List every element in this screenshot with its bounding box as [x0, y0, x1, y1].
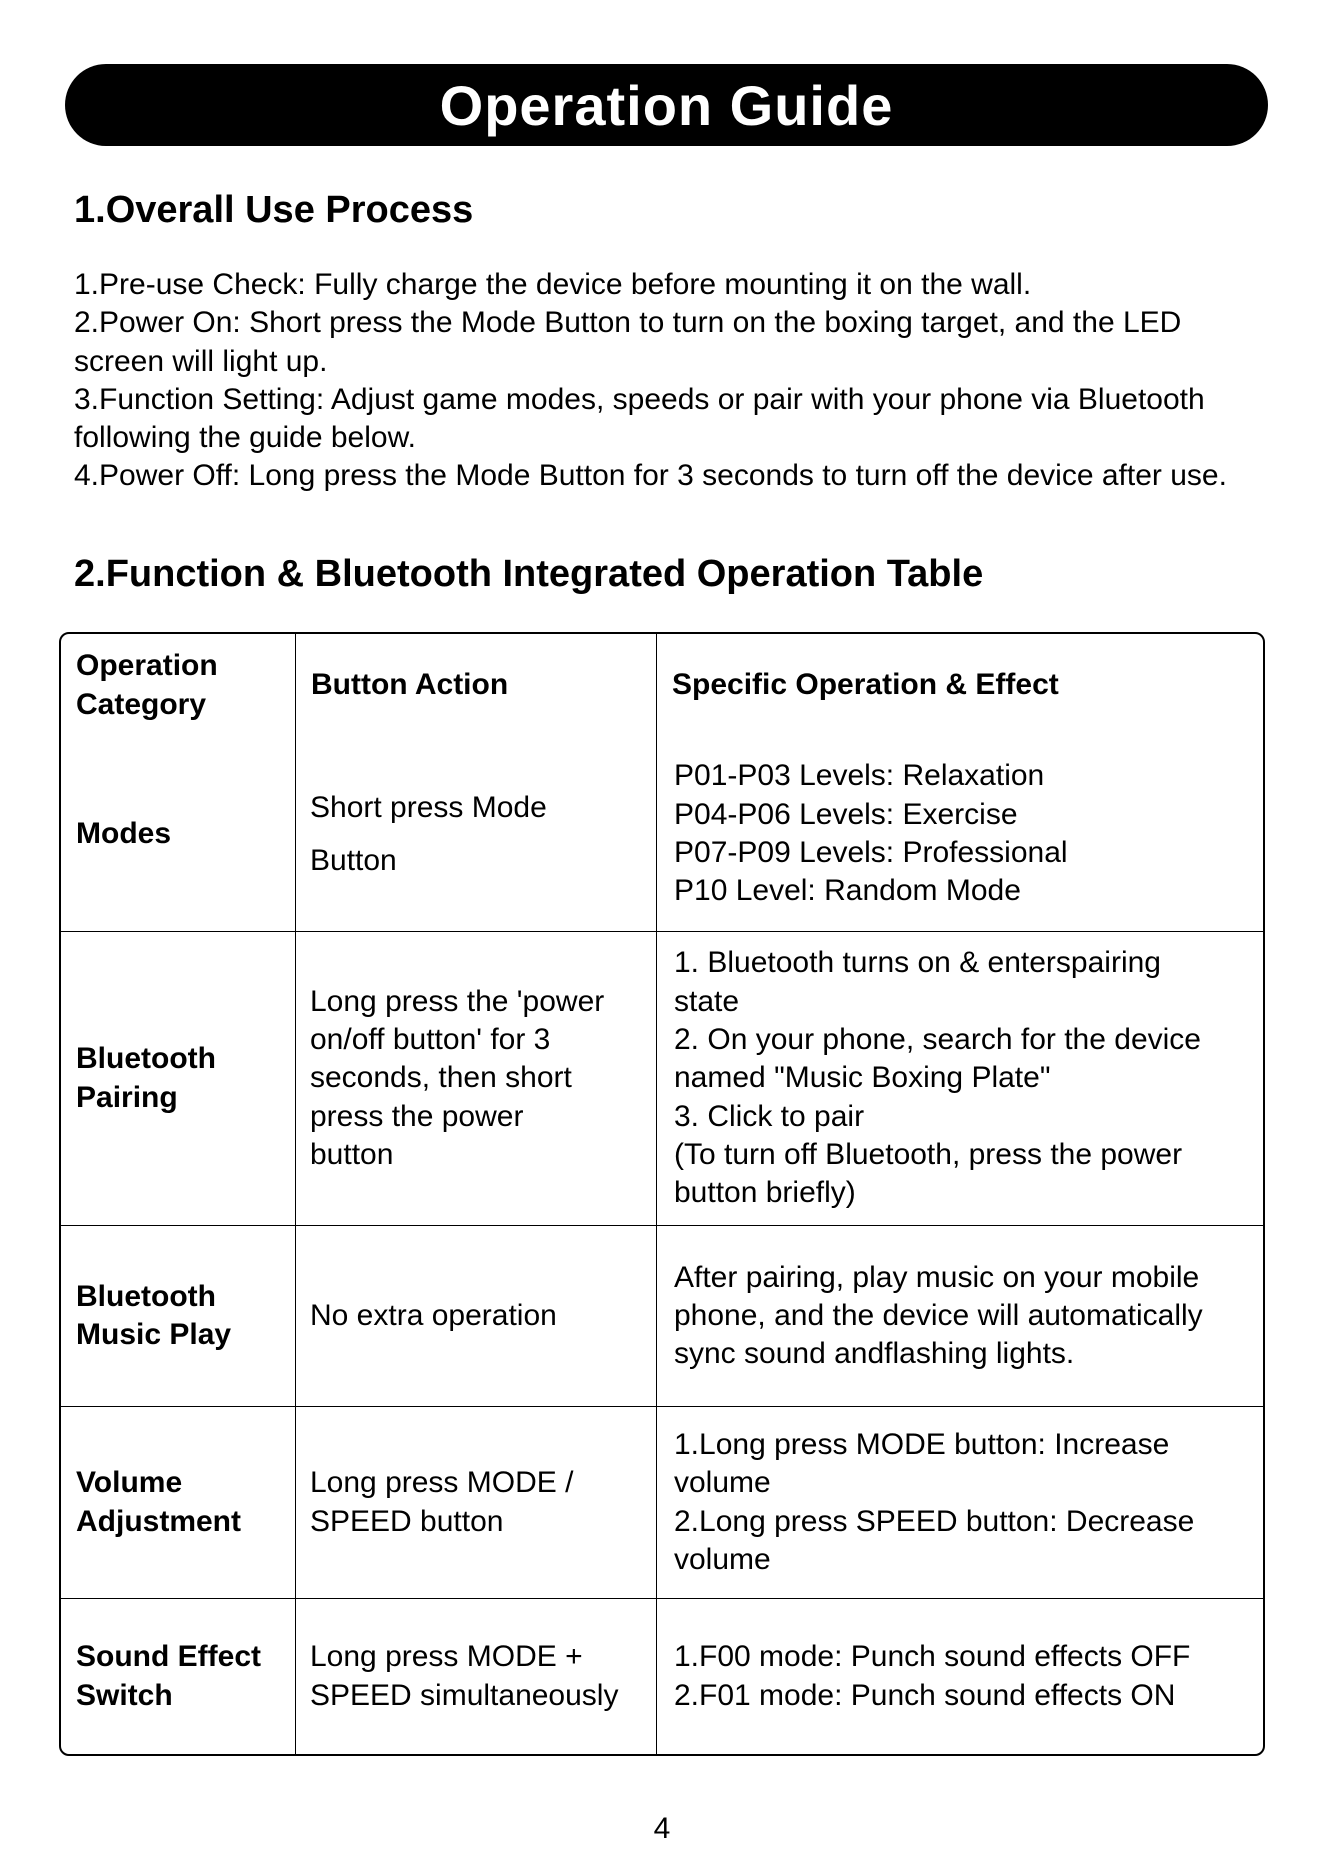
effect-line: P07-P09 Levels: Professional	[674, 836, 1068, 869]
action-line: SPEED simultaneously	[310, 1678, 619, 1712]
effect-cell	[657, 932, 1263, 1226]
category-line: Adjustment	[76, 1504, 241, 1538]
action-line: Short press Mode	[310, 791, 547, 824]
effect-line: 1.Long press MODE button: Increase	[674, 1427, 1170, 1461]
action-line: Button	[310, 844, 397, 877]
effect-line: button briefly)	[674, 1176, 856, 1210]
effect-line: sync sound andflashing lights.	[674, 1337, 1075, 1371]
action-cell	[296, 1226, 657, 1407]
effect-cell	[657, 1226, 1263, 1407]
category-line: Bluetooth	[76, 1042, 216, 1076]
action-line: on/off button' for 3	[310, 1023, 551, 1057]
action-line: Long press MODE +	[310, 1640, 583, 1674]
action-line: Long press MODE /	[310, 1466, 574, 1500]
action-line: SPEED button	[310, 1504, 504, 1538]
table-row-bluetooth-pairing	[61, 932, 1263, 1226]
operation-table	[59, 632, 1265, 1756]
step-pre-use-check: 1.Pre-use Check: Fully charge the device before mounting it on the wall.	[74, 268, 1032, 301]
title-banner	[65, 64, 1268, 146]
action-cell	[296, 932, 657, 1226]
effect-line: named "Music Boxing Plate"	[674, 1061, 1051, 1095]
table-row-modes	[61, 737, 1263, 932]
table-row-bluetooth-music-play	[61, 1226, 1263, 1407]
page-title: Operation Guide	[439, 73, 894, 137]
category-cell	[61, 737, 296, 932]
page-number: 4	[653, 1812, 671, 1845]
step-power-on: 2.Power On: Short press the Mode Button to turn on the boxing target, and the LED screen will light up.	[74, 306, 1182, 378]
effect-line: 1. Bluetooth turns on & enterspairing	[674, 946, 1161, 980]
effect-line: phone, and the device will automatically	[674, 1298, 1203, 1332]
effect-line: (To turn off Bluetooth, press the power	[674, 1137, 1183, 1171]
category-line: Bluetooth	[76, 1279, 216, 1313]
effect-line: P10 Level: Random Mode	[674, 874, 1021, 908]
action-cell	[296, 1407, 657, 1599]
action-line: No extra operation	[310, 1298, 557, 1332]
effect-line: 3. Click to pair	[674, 1099, 865, 1133]
action-line: press the power	[310, 1099, 524, 1133]
category-line: Modes	[76, 816, 172, 850]
action-line: seconds, then short	[310, 1061, 572, 1095]
effect-line: P01-P03 Levels: Relaxation	[674, 759, 1045, 793]
action-line: Long press the 'power	[310, 984, 605, 1018]
effect-line: After pairing, play music on your mobile	[674, 1260, 1200, 1294]
action-cell	[296, 737, 657, 932]
step-function-setting: 3.Function Setting: Adjust game modes, speeds or pair with your phone via Bluetooth following the guide below.	[74, 382, 1205, 455]
category-line: Switch	[76, 1678, 173, 1712]
table-row-sound-effect-switch	[61, 1599, 1263, 1754]
table-header-row	[61, 634, 1263, 737]
effect-line: P04-P06 Levels: Exercise	[674, 797, 1018, 831]
effect-line: state	[674, 984, 740, 1018]
category-cell	[61, 1226, 296, 1407]
category-line: Music Play	[76, 1318, 232, 1351]
action-line: button	[310, 1137, 394, 1171]
action-cell	[296, 1599, 657, 1754]
category-line: Pairing	[76, 1080, 178, 1114]
effect-cell	[657, 737, 1263, 932]
column-header-operation-category: Operation Category	[61, 634, 296, 737]
step-power-off: 4.Power Off: Long press the Mode Button for 3 seconds to turn off the device after use.	[74, 459, 1227, 493]
column-header-button-action: Button Action	[296, 634, 657, 737]
effect-line: 2. On your phone, search for the device	[674, 1023, 1201, 1057]
effect-line: 2.F01 mode: Punch sound effects ON	[674, 1678, 1176, 1712]
effect-cell	[657, 1599, 1263, 1754]
effect-line: volume	[674, 1542, 771, 1576]
effect-line: 1.F00 mode: Punch sound effects OFF	[674, 1640, 1191, 1674]
category-line: Volume	[76, 1466, 183, 1500]
category-cell	[61, 1407, 296, 1599]
category-cell	[61, 1599, 296, 1754]
category-line: Sound Effect	[76, 1640, 261, 1674]
effect-cell	[657, 1407, 1263, 1599]
table-row-volume-adjustment	[61, 1407, 1263, 1599]
use-process-list	[74, 266, 1264, 496]
section-heading-overall-use: 1.Overall Use Process	[74, 189, 474, 231]
category-cell	[61, 932, 296, 1226]
section-heading-operation-table: 2.Function & Bluetooth Integrated Operation Table	[74, 553, 984, 595]
effect-line: volume	[674, 1466, 771, 1500]
effect-line: 2.Long press SPEED button: Decrease	[674, 1504, 1195, 1538]
column-header-specific-operation: Specific Operation & Effect	[672, 668, 1059, 702]
